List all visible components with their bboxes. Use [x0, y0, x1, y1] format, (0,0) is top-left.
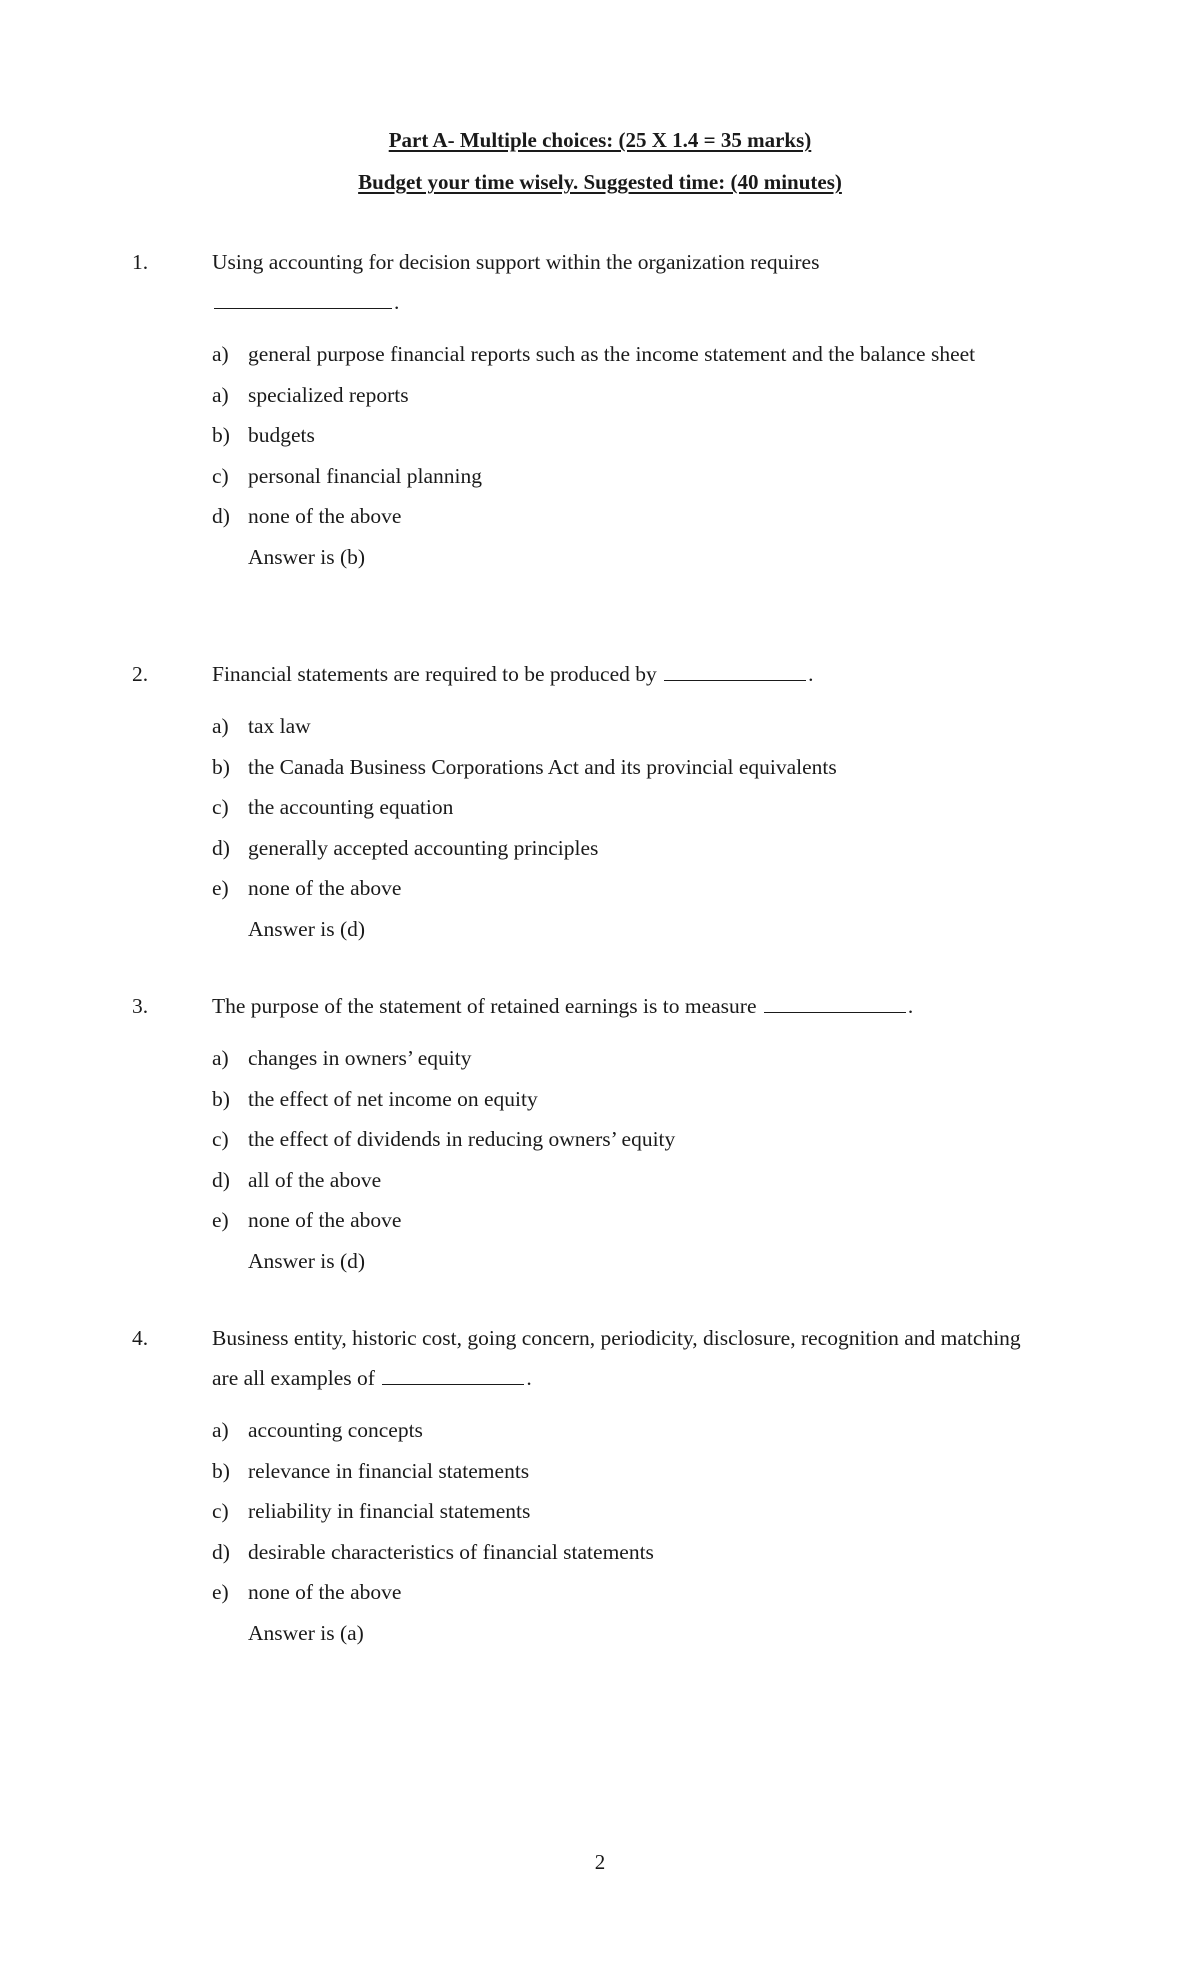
option: c) personal financial planning — [212, 463, 483, 488]
option: b) budgets — [212, 423, 315, 447]
question-number: 4. — [132, 1326, 149, 1350]
answer-blank — [764, 996, 906, 1013]
answer-key: Answer is (d) — [248, 1248, 366, 1273]
option: d) desirable characteristics of financial statements — [212, 1539, 654, 1564]
answer-blank — [214, 292, 392, 309]
option: a) changes in owners’ equity — [212, 1046, 472, 1070]
options-list — [212, 1038, 1032, 1281]
option: d) none of the above — [212, 504, 402, 528]
question-number: 2. — [132, 662, 149, 686]
answer-key: Answer is (d) — [248, 916, 366, 941]
option: c) the accounting equation — [212, 795, 454, 819]
question-3 — [132, 986, 1032, 1281]
question-number: 1. — [132, 250, 149, 274]
option: e) none of the above — [212, 1580, 402, 1604]
option: c) reliability in financial statements — [212, 1499, 531, 1523]
options-list — [212, 334, 1032, 577]
question-stem: Using accounting for decision support within the organization requires . — [212, 250, 820, 314]
option: e) none of the above — [212, 1208, 402, 1232]
time-guidance: Budget your time wisely. Suggested time: (40 minutes) — [358, 170, 842, 194]
option: b) the effect of net income on equity — [212, 1086, 538, 1111]
question-stem: The purpose of the statement of retained earnings is to measure . — [212, 994, 914, 1018]
question-1 — [132, 242, 1032, 577]
option: d) all of the above — [212, 1167, 382, 1192]
option: b) the Canada Business Corporations Act and its provincial equivalents — [212, 754, 837, 779]
answer-blank — [664, 664, 806, 681]
option: b) relevance in financial statements — [212, 1458, 530, 1483]
question-2 — [132, 654, 1032, 949]
option: a) accounting concepts — [212, 1418, 423, 1442]
options-list — [212, 1410, 1032, 1653]
answer-key: Answer is (a) — [248, 1620, 364, 1645]
option: a) tax law — [212, 714, 311, 738]
section-title: Part A- Multiple choices: (25 X 1.4 = 35 marks) — [388, 128, 812, 152]
option: a) general purpose financial reports such as the income statement and the balance sheet — [212, 342, 976, 366]
question-stem: Financial statements are required to be produced by . — [212, 662, 814, 686]
question-number: 3. — [132, 994, 149, 1018]
option: d) generally accepted accounting principles — [212, 835, 599, 860]
answer-key: Answer is (b) — [248, 544, 366, 569]
option: a) specialized reports — [212, 382, 409, 407]
question-4 — [132, 1318, 1032, 1653]
option: c) the effect of dividends in reducing owners’ equity — [212, 1127, 676, 1151]
page-number: 2 — [594, 1850, 606, 1874]
answer-blank — [382, 1368, 524, 1385]
options-list — [212, 706, 1032, 949]
question-stem: Business entity, historic cost, going concern, periodicity, disclosure, recognition and matching are all examples of . — [212, 1326, 1021, 1390]
option: e) none of the above — [212, 876, 402, 900]
